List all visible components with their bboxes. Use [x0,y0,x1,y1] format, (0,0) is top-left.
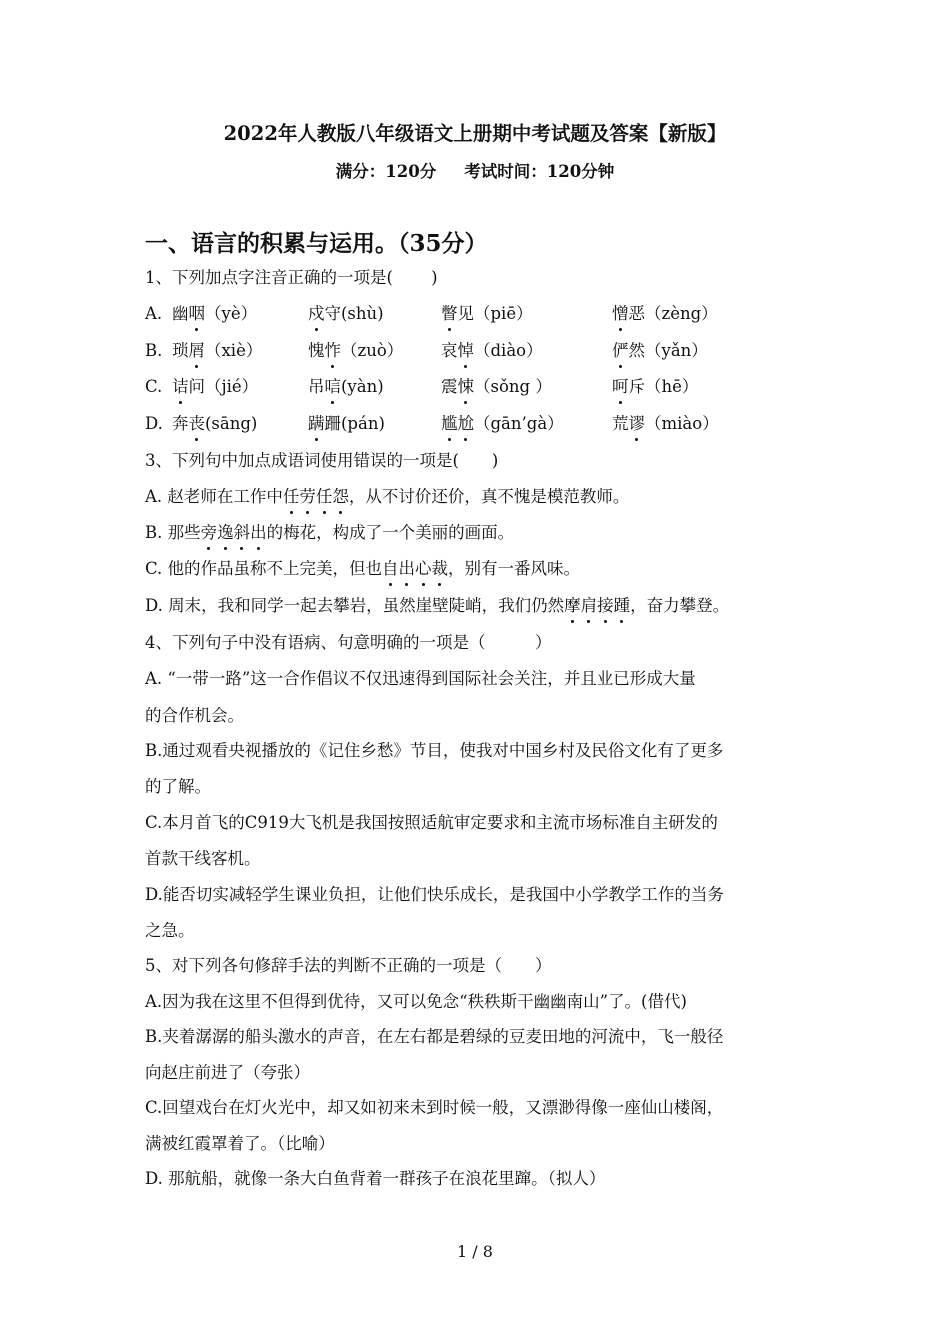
emphasis-char: 悚 [457,377,474,396]
emphasis-char: 瞥 [441,304,458,323]
option-label: A. [145,304,163,323]
q1-option-item: 诘问（jié） [172,377,259,396]
emphasis-char: 尬 [457,414,474,433]
emphasis-char: 出 [250,523,267,542]
q1-option-item: 奔丧(sāng) [172,414,258,433]
q1-option-item: 俨然（yǎn） [612,341,708,360]
dotted-idiom [382,559,448,578]
q5-option-b-line1: B.夹着潺潺的船头激水的声音，在左右都是碧绿的豆麦田地的河流中，飞一般径 [145,1027,724,1046]
q4-option-d-line1: D.能否切实减轻学生课业负担，让他们快乐成长，是我国中小学教学工作的当务 [145,885,724,904]
q4-option-b-line1: B.通过观看央视播放的《记住乡愁》节目，使我对中国乡村及民俗文化有了更多 [145,741,724,760]
q4-option-c-line2: 首款干线客机。 [145,849,261,868]
q5-option-a: A.因为我在这里不但得到优待，又可以免念“秩秩斯干幽幽南山”了。(借代) [145,992,687,1011]
emphasis-char: 尴 [441,414,458,433]
dotted-idiom [564,596,630,615]
option-text: D. 周末，我和同学一起去攀岩，虽然崖壁陡峭，我们仍然 [145,596,565,615]
emphasis-char: 戍 [308,304,325,323]
emphasis-char: 丧 [188,414,205,433]
emphasis-char: 任 [315,487,333,506]
q5-option-c-line1: C.回望戏台在灯火光中，却又如初来未到时候一般，又漂渺得像一座仙山楼阁， [145,1098,724,1117]
q3-option-a [145,486,629,508]
emphasis-char: 心 [415,559,432,578]
emphasis-char: 怍 [324,341,341,360]
section-heading: 一、语言的积累与运用。（35分） [145,230,488,257]
option-text: ，从不讨价还价，真不愧是模范教师。 [348,487,630,506]
option-label: B. [145,341,163,360]
emphasis-char: 自 [382,559,399,578]
dotted-idiom [201,523,267,542]
q1-option-item: 戍守(shù) [308,304,384,323]
option-text: ，奋力攀登。 [630,596,730,615]
option-text: 的梅花，构成了一个美丽的画面。 [266,523,515,542]
emphasis-char: 出 [398,559,416,578]
q4-option-c-line1: C.本月首飞的C919大飞机是我国按照适航审定要求和主流市场标准自主研发的 [145,813,718,832]
option-label: C. [145,377,163,396]
q4-option-d-line2: 之急。 [145,921,195,940]
q1-option-item: 荒谬（miào） [612,414,719,433]
emphasis-char: 憎 [612,304,629,323]
dotted-idiom [283,487,349,506]
page-number: 1 / 8 [457,1242,493,1261]
emphasis-char: 摩 [564,596,581,615]
q1-option-item: 琐屑（xiè） [172,341,263,360]
emphasis-char: 诘 [172,377,189,396]
emphasis-char: 悼 [457,341,474,360]
q4-option-a-line1: A. “一带一路”这一合作倡议不仅迅速得到国际社会关注，并且业已形成大量 [145,669,696,688]
q1-option-item: 愧怍（zuò） [308,341,404,360]
emphasis-char: 任 [282,487,300,506]
q3-option-c [145,558,580,580]
emphasis-char: 怨 [332,487,349,506]
q1-option-item: 憎恶（zèng） [612,304,718,323]
emphasis-char: 屑 [188,341,205,360]
q1-option-item: 蹒跚(pán) [308,414,385,433]
emphasis-char: 旁 [200,523,218,542]
emphasis-char: 逸 [217,523,234,542]
q3-option-d [145,595,729,617]
option-label: D. [145,414,163,433]
q1-option-item: 哀悼（diào） [441,341,543,360]
option-text: A. 赵老师在工作中 [145,487,283,506]
exam-info [0,158,950,182]
q1-option-item: 幽咽（yè） [172,304,258,323]
q3-option-b [145,522,514,544]
emphasis-char: 接 [597,596,614,615]
q5-option-d: D. 那航船，就像一条大白鱼背着一群孩子在浪花里蹿。（拟人） [145,1169,606,1188]
emphasis-char: 踵 [613,596,631,615]
q1-option-item: 瞥见（piē） [441,304,533,323]
emphasis-char: 肩 [580,596,598,615]
emphasis-char: 俨 [612,341,629,360]
option-text: B. 那些 [145,523,201,542]
option-text: ，别有一番风味。 [448,559,581,578]
q3-stem: 3、下列句中加点成语词使用错误的一项是( ) [145,451,499,470]
emphasis-char: 呵 [612,377,629,396]
emphasis-char: 劳 [299,487,316,506]
q1-option-item: 尴尬（gān’gà） [441,414,564,433]
emphasis-char: 斜 [233,523,251,542]
q1-stem: 1、下列加点字注音正确的一项是( ) [145,268,438,287]
q4-option-a-line2: 的合作机会。 [145,706,244,725]
emphasis-char: 裁 [431,559,449,578]
page-title: 2022年人教版八年级语文上册期中考试题及答案【新版】 [223,122,727,145]
q1-option-item: 呵斥（hē） [612,377,699,396]
q4-stem: 4、下列句子中没有语病、句意明确的一项是（ ） [145,633,552,652]
emphasis-char: 谬 [628,414,645,433]
full-score: 满分：120分 [335,162,437,181]
q4-option-b-line2: 的了解。 [145,777,211,796]
q5-stem: 5、对下列各句修辞手法的判断不正确的一项是（ ） [145,956,552,975]
emphasis-char: 唁 [324,377,341,396]
q5-option-c-line2: 满被红霞罩着了。（比喻） [145,1134,335,1153]
option-text: C. 他的作品虽称不上完美，但也 [145,559,383,578]
q1-option-item: 震悚（sǒng ） [441,377,552,396]
exam-time: 考试时间：120分钟 [464,162,615,181]
emphasis-char: 咽 [188,304,205,323]
q5-option-b-line2: 向赵庄前进了（夸张） [145,1063,310,1082]
emphasis-char: 蹒 [308,414,325,433]
q1-option-item: 吊唁(yàn) [308,377,384,396]
